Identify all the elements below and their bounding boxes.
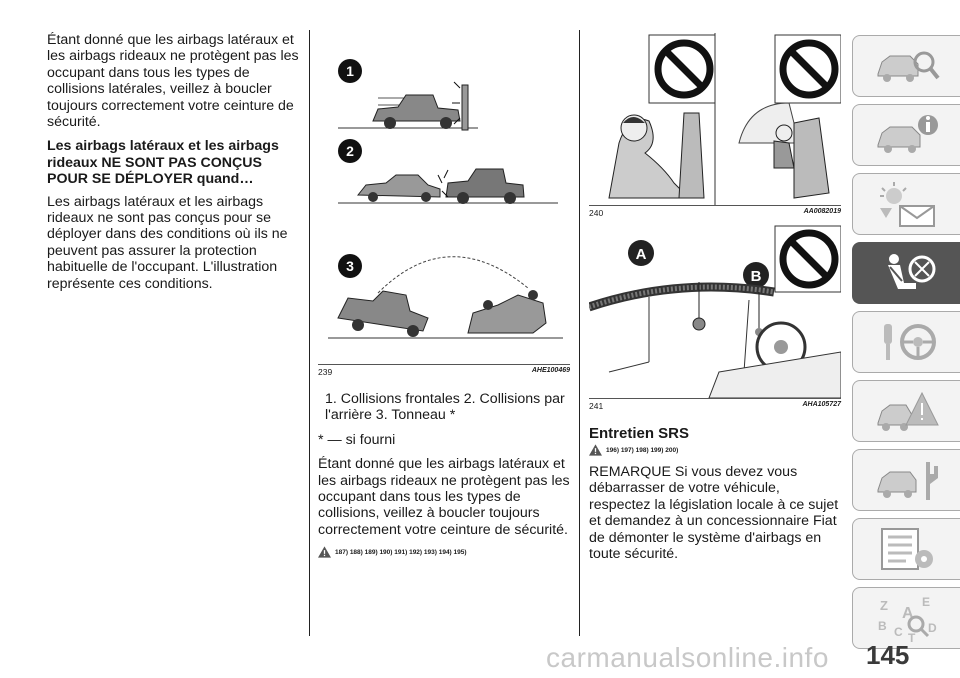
figure-number: 241 [589, 401, 604, 411]
warning-lights-icon [872, 178, 942, 230]
page-number: 145 [866, 640, 910, 670]
section-heading: Les airbags latéraux et les airbags rideaux NE SONT PAS CONÇUS POUR SE DÉPLOYER quand… [47, 138, 279, 188]
figure-code: AA0082019 [803, 208, 841, 215]
warning-numbers: 187) 188) 189) 190) 191) 192) 193) 194) 195) [335, 548, 467, 556]
svg-text:Z: Z [879, 598, 888, 613]
svg-text:A: A [901, 605, 914, 622]
tab-emergency[interactable] [852, 380, 960, 442]
svg-text:B: B [877, 619, 887, 633]
specs-list-icon [872, 523, 942, 575]
label-2: 2 [346, 143, 354, 159]
svg-text:T: T [907, 631, 915, 644]
body-paragraph: Étant donné que les airbags latéraux et les airbags rideaux ne protègent pas les occupant dans tous les types de collisions, veillez à boucler toujours correctement votre ceinture de sécurité. [318, 456, 570, 538]
figure-239 [318, 33, 570, 365]
tab-car-info[interactable] [852, 104, 960, 166]
car-info-icon [872, 109, 942, 161]
right-column [589, 33, 841, 570]
intro-paragraph: Étant donné que les airbags latéraux et les airbags rideaux ne protègent pas les occupant dans tous les types de collisions latérales, veillez à boucler toujours correctement votre ceinture de sécurité. [47, 32, 299, 131]
breakdown-triangle-icon [872, 385, 942, 437]
collision-illustration [318, 33, 570, 364]
airbag-hanging-objects-illustration [589, 222, 841, 398]
tab-starting-driving[interactable] [852, 311, 960, 373]
column-divider [309, 30, 310, 636]
label-3: 3 [346, 258, 354, 274]
figure-caption-bar [589, 399, 841, 413]
section-heading: Entretien SRS [589, 425, 690, 442]
tab-safety[interactable] [852, 242, 960, 304]
car-service-icon [872, 454, 942, 506]
warning-triangle-icon [589, 444, 602, 456]
warning-references [318, 546, 570, 558]
middle-column [318, 33, 570, 566]
svg-text:C: C [893, 625, 903, 639]
chapter-tabs [852, 35, 960, 656]
tab-maintenance[interactable] [852, 449, 960, 511]
tab-car-search[interactable] [852, 35, 960, 97]
key-steering-icon [872, 316, 942, 368]
footnote: * — si fourni [318, 431, 396, 448]
remark-paragraph: REMARQUE Si vous devez vous débarrasser de votre véhicule, respectez la législation locale à ce sujet et demandez à un concessionnaire Fiat de démonter le système d'airbags en toute sécurité. [589, 464, 839, 563]
alphabetical-index-icon [872, 592, 942, 644]
label-1: 1 [346, 63, 354, 79]
label-a: A [635, 246, 647, 263]
watermark: carmanualsonline.info [546, 642, 829, 673]
figure-number: 239 [318, 367, 333, 377]
tab-technical-specs[interactable] [852, 518, 960, 580]
svg-text:E: E [921, 595, 930, 609]
svg-text:D: D [927, 621, 937, 635]
warning-numbers: 196) 197) 198) 199) 200) [606, 446, 679, 454]
body-paragraph: Les airbags latéraux et les airbags rideaux ne sont pas conçus pour se déployer dans des conditions où ils ne peuvent pas assurer la protection habituelle de l'occupant. L'illustration représente ces conditions. [47, 193, 288, 292]
figure-code: AHE100469 [531, 367, 570, 374]
tab-warning-lights[interactable] [852, 173, 960, 235]
warning-triangle-icon [318, 546, 331, 558]
car-search-icon [872, 40, 942, 92]
figure-caption-bar [318, 365, 570, 379]
figure-240 [589, 33, 841, 206]
airbag-seat-icon [872, 247, 942, 299]
left-column [47, 32, 299, 300]
figure-241 [589, 222, 841, 399]
figure-number: 240 [589, 208, 604, 218]
child-seat-illustration [589, 33, 841, 205]
label-b: B [750, 268, 762, 285]
warning-references [589, 444, 841, 456]
figure-code: AHA105727 [802, 401, 841, 408]
figure-legend: 1. Collisions frontales 2. Collisions par l'arrière 3. Tonneau * [325, 391, 565, 424]
column-divider [579, 30, 580, 636]
figure-caption-bar [589, 206, 841, 220]
